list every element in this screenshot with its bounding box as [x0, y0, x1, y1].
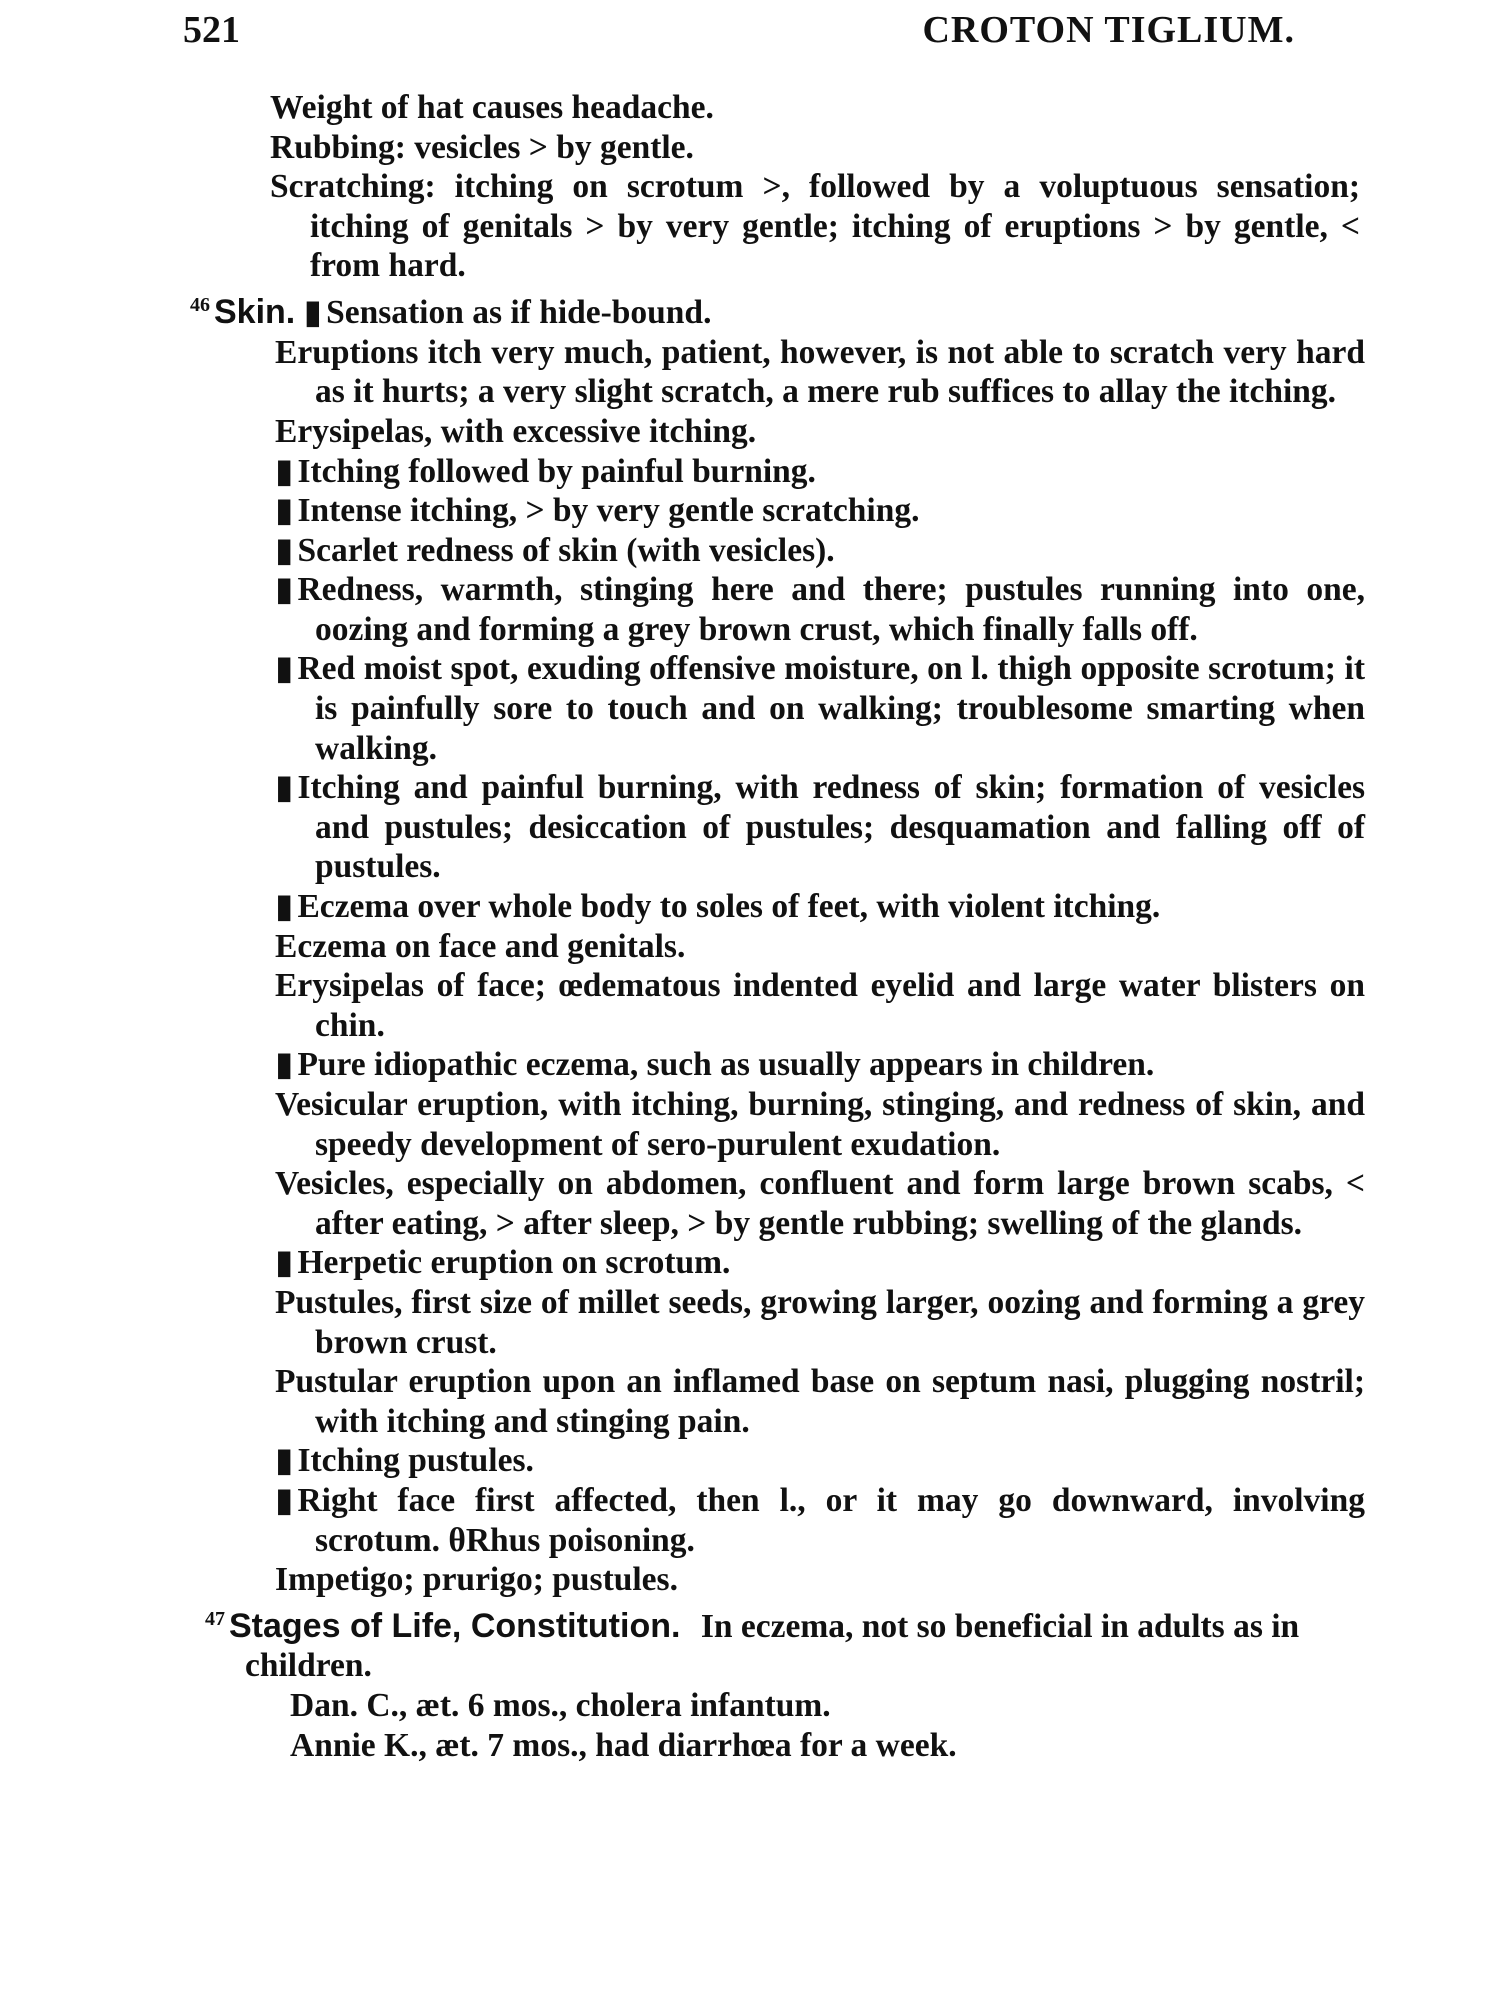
section-title: Stages of Life, Constitution. — [229, 1606, 681, 1645]
list-item — [275, 452, 1365, 492]
list-item — [275, 1441, 1365, 1481]
list-item-text: Intense itching, > by very gentle scratching. — [297, 492, 920, 530]
list-item-text: Erysipelas, with excessive itching. — [275, 412, 757, 450]
list-item-text: Scarlet redness of skin (with vesicles). — [297, 531, 835, 569]
list-item — [275, 412, 1365, 452]
list-item-text: Red moist spot, exuding offensive moisture, on l. thigh opposite scrotum; it is painfully sore to touch and on walking; troublesome smarting when walking. — [297, 650, 1365, 767]
list-item — [275, 333, 1365, 412]
section-number: 46 — [190, 293, 210, 316]
marker-icon: ▮ — [275, 769, 294, 807]
list-item — [290, 1686, 1380, 1726]
list-item — [275, 1085, 1365, 1164]
list-item — [275, 649, 1365, 768]
section-heading — [205, 1600, 1375, 1686]
list-item-text: Itching followed by painful burning. — [297, 452, 816, 490]
list-item-text: Itching and painful burning, with redness of skin; formation of vesicles and pustules; desiccation of pustules; desquamation and falling off of pustules. — [297, 769, 1365, 886]
intro-lines — [270, 88, 1500, 286]
list-item — [290, 1726, 1380, 1766]
list-item — [275, 1164, 1365, 1243]
list-item-text: Eczema over whole body to soles of feet, with violent itching. — [297, 888, 1161, 926]
list-item — [275, 966, 1365, 1045]
list-item-text: Itching pustules. — [297, 1442, 534, 1480]
marker-icon: ▮ — [303, 294, 323, 332]
list-item-text: Annie K., æt. 7 mos., had diarrhœa for a week. — [290, 1726, 957, 1764]
marker-icon: ▮ — [275, 1481, 294, 1519]
marker-icon: ▮ — [275, 571, 294, 609]
list-item-text: Erysipelas of face; œdematous indented eyelid and large water blisters on chin. — [275, 967, 1365, 1044]
stages-section — [205, 1600, 1500, 1686]
text-line: Scratching: itching on scrotum >, followed by a voluptuous sensation; itching of genitals > by very gentle; itching of eruptions > by gentle, < from hard. — [270, 168, 1360, 285]
list-item-text: Eczema on face and genitals. — [275, 927, 686, 965]
list-item-text: Pure idiopathic eczema, such as usually appears in children. — [297, 1046, 1155, 1084]
list-item-text: Dan. C., æt. 6 mos., cholera infantum. — [290, 1687, 831, 1725]
section-title: Skin. — [214, 293, 296, 332]
list-item-text: Herpetic eruption on scrotum. — [297, 1244, 731, 1282]
list-item-text: Right face first affected, then l., or it may go downward, involving scrotum. θRhus poisoning. — [297, 1481, 1365, 1559]
list-item — [275, 1362, 1365, 1441]
page-body — [0, 88, 1500, 1765]
marker-icon: ▮ — [275, 1244, 294, 1282]
section-intro: In eczema, not so beneficial in adults as in children. — [245, 1607, 1300, 1685]
list-item — [275, 927, 1365, 967]
page-header — [0, 8, 1500, 68]
marker-icon: ▮ — [275, 888, 294, 926]
section-number: 47 — [205, 1607, 225, 1630]
text-line: Weight of hat causes headache. — [270, 89, 714, 126]
running-title: CROTON TIGLIUM. — [922, 9, 1295, 51]
list-item — [275, 491, 1365, 531]
page-number: 521 — [183, 9, 240, 51]
skin-symptom-list — [275, 333, 1500, 1600]
marker-icon: ▮ — [275, 1046, 294, 1084]
marker-icon: ▮ — [275, 452, 294, 490]
list-item-text: Pustular eruption upon an inflamed base on septum nasi, plugging nostril; with itching and stinging pain. — [275, 1363, 1365, 1440]
text-line: Rubbing: vesicles > by gentle. — [270, 128, 694, 166]
list-item-text: Vesicular eruption, with itching, burning, stinging, and redness of skin, and speedy development of sero-purulent exudation. — [275, 1086, 1365, 1163]
list-item — [275, 531, 1365, 571]
marker-icon: ▮ — [275, 1442, 294, 1480]
marker-icon: ▮ — [275, 531, 294, 569]
skin-section — [190, 286, 1500, 333]
stages-case-list — [290, 1686, 1500, 1765]
section-intro: Sensation as if hide-bound. — [326, 294, 712, 332]
list-item — [275, 768, 1365, 887]
marker-icon: ▮ — [275, 492, 294, 530]
list-item — [275, 1283, 1365, 1362]
list-item — [275, 1045, 1365, 1085]
list-item-text: Pustules, first size of millet seeds, growing larger, oozing and forming a grey brown crust. — [275, 1283, 1365, 1361]
list-item-text: Eruptions itch very much, patient, however, is not able to scratch very hard as it hurts; a very slight scratch, a mere rub suffices to allay the itching. — [275, 333, 1365, 411]
list-item-text: Redness, warmth, stinging here and there; pustules running into one, oozing and forming a grey brown crust, which finally falls off. — [297, 571, 1365, 648]
list-item — [275, 887, 1365, 927]
marker-icon: ▮ — [275, 650, 294, 688]
list-item — [275, 1481, 1365, 1560]
list-item — [275, 1243, 1365, 1283]
list-item-text: Vesicles, especially on abdomen, confluent and form large brown scabs, < after eating, > after sleep, > by gentle rubbing; swelling of the glands. — [275, 1165, 1365, 1242]
list-item — [275, 570, 1365, 649]
list-item-text: Impetigo; prurigo; pustules. — [275, 1561, 678, 1599]
section-heading — [190, 286, 1360, 333]
list-item — [275, 1560, 1365, 1600]
